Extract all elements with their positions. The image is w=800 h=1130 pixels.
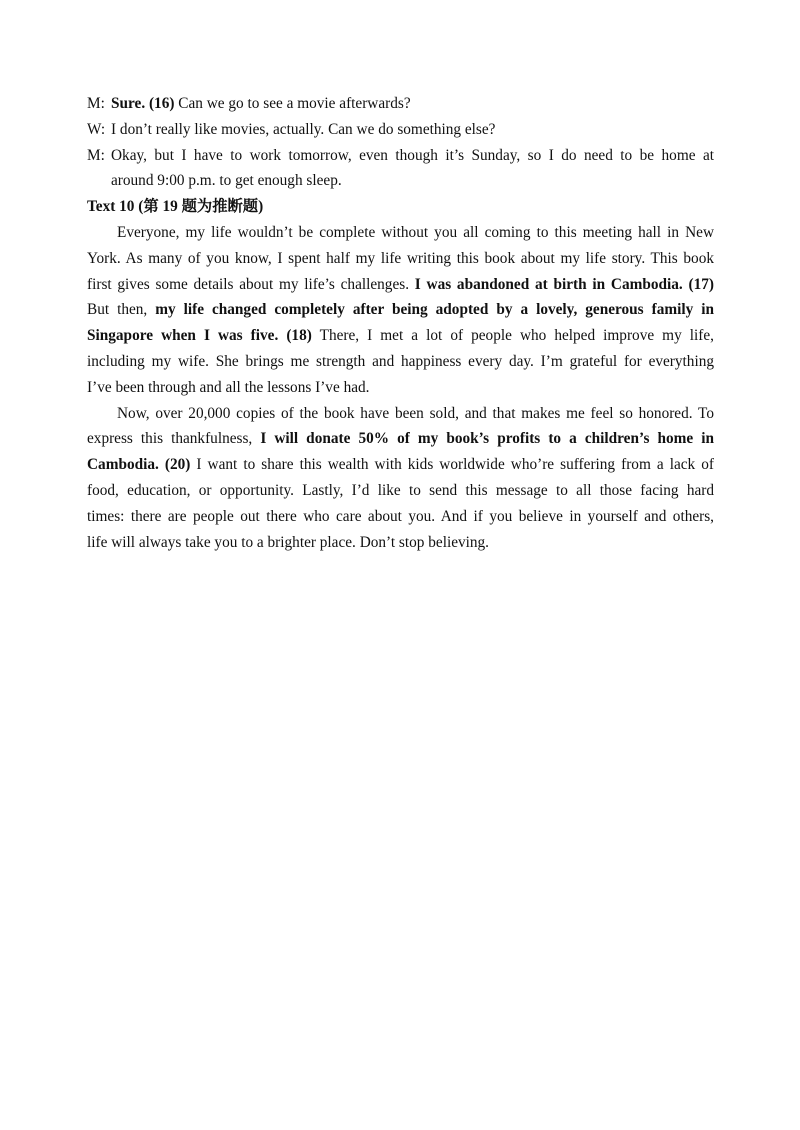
paragraph-line-last: I’ve been through and all the lessons I’ve had. (87, 378, 370, 396)
speaker-label: M: (87, 146, 105, 164)
paragraph-line (87, 272, 714, 298)
paragraph-text: But then, (87, 301, 156, 319)
paragraph-text: I want to share this wealth with kids worldwide who’re suffering from a lack of (190, 456, 714, 474)
paragraph-line: food, education, or opportunity. Lastly, I’d like to send this message to all those facing hard (87, 481, 714, 499)
dialogue-line-m-1 (87, 91, 714, 117)
document-page (87, 91, 714, 555)
speaker-label: W: (87, 120, 106, 138)
paragraph-line (87, 452, 714, 478)
answer-highlight: Sure. (16) (111, 95, 175, 112)
answer-highlight: I will donate 50% of my book’s profits to a children’s home in (260, 430, 714, 448)
paragraph-text: There, I met a lot of people who helped improve my life, (311, 327, 714, 345)
answer-highlight: I was abandoned at birth in Cambodia. (17) (414, 275, 714, 293)
paragraph-line (87, 297, 714, 323)
paragraph-line (87, 323, 714, 349)
paragraph-text: express this thankfulness, (87, 430, 261, 448)
paragraph-line (87, 426, 714, 452)
paragraph-line-last: life will always take you to a brighter place. Don’t stop believing. (87, 533, 490, 551)
paragraph-1 (87, 220, 714, 401)
answer-highlight: Singapore when I was five. (18) (87, 327, 312, 345)
paragraph-line: Everyone, my life wouldn’t be complete without you all coming to this meeting hall in New (117, 223, 714, 241)
dialogue-text: I don’t really like movies, actually. Can we do something else? (111, 120, 496, 138)
dialogue-text-rest: Can we go to see a movie afterwards? (174, 95, 411, 112)
answer-highlight: my life changed completely after being adopted by a lovely, generous family in (155, 301, 714, 319)
paragraph-line: times: there are people out there who care about you. And if you believe in yourself and others, (87, 507, 714, 525)
dialogue-text-continued: around 9:00 p.m. to get enough sleep. (111, 172, 342, 190)
paragraph-line: York. As many of you know, I spent half my life writing this book about my life story. This book (87, 249, 714, 267)
dialogue-text (111, 91, 714, 117)
paragraph-line: Now, over 20,000 copies of the book have been sold, and that makes me feel so honored. To (117, 404, 714, 422)
dialogue-line-m-2 (87, 143, 714, 195)
dialogue-line-m-2-first (87, 143, 714, 169)
speaker-label: M: (87, 95, 105, 112)
dialogue-text: Okay, but I have to work tomorrow, even though it’s Sunday, so I do need to be home at (111, 146, 714, 164)
paragraph-line: including my wife. She brings me strength and happiness every day. I’m grateful for everything (87, 352, 714, 370)
answer-highlight: Cambodia. (20) (87, 456, 191, 474)
section-heading: Text 10 (第 19 题为推断题) (87, 198, 264, 216)
paragraph-2 (87, 401, 714, 556)
paragraph-text: first gives some details about my life’s challenges. (87, 275, 415, 293)
dialogue-line-w-1 (87, 117, 714, 143)
